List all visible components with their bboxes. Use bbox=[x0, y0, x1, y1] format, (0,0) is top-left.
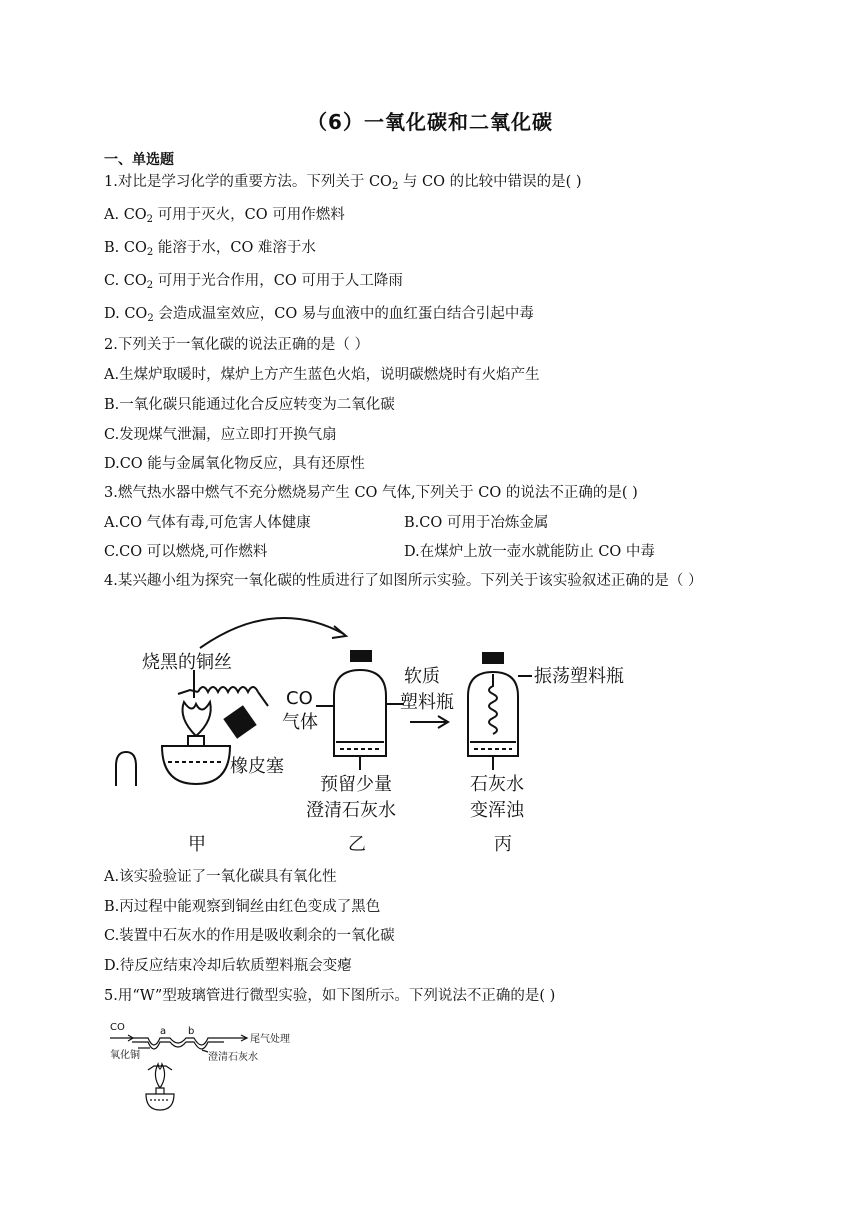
label-turbid: 变浑浊 bbox=[470, 800, 524, 821]
q5-stem: 5.用“W”型玻璃管进行微型实验，如下图所示。下列说法不正确的是( ) bbox=[104, 988, 556, 1004]
lamp-neck bbox=[188, 736, 204, 746]
q1-option-a: A. $CO_2$ 可用于灭火，CO 可用作燃料 bbox=[104, 207, 345, 225]
q1-option-c: C. $CO_2$ 可用于光合作用，CO 可用于人工降雨 bbox=[104, 273, 403, 291]
q4-stem: 4.某兴趣小组为探究一氧化碳的性质进行了如图所示实验。下列关于该实验叙述正确的是（ ） bbox=[104, 573, 703, 589]
q2-stem: 2.下列关于一氧化碳的说法正确的是（ ） bbox=[104, 337, 369, 353]
label-co-inlet: CO bbox=[110, 1022, 125, 1033]
q4-option-b: B.丙过程中能观察到铜丝由红色变成了黑色 bbox=[104, 899, 381, 915]
q3-option-b: B.CO 可用于冶炼金属 bbox=[404, 515, 549, 531]
q3-stem: 3.燃气热水器中燃气不充分燃烧易产生 CO 气体,下列关于 CO 的说法不正确的是( ) bbox=[104, 485, 638, 501]
page-title: （6）一氧化碳和二氧化碳 bbox=[307, 110, 553, 134]
q3-option-c: C.CO 可以燃烧,可作燃料 bbox=[104, 544, 268, 560]
label-soft: 软质 bbox=[404, 666, 440, 687]
transfer-arrow bbox=[200, 618, 344, 648]
rubber-stopper bbox=[223, 705, 256, 738]
q4-option-c: C.装置中石灰水的作用是吸收剩余的一氧化碳 bbox=[104, 928, 395, 944]
q1-option-b: B. $CO_2$ 能溶于水，CO 难溶于水 bbox=[104, 240, 316, 258]
q4-option-d: D.待反应结束冷却后软质塑料瓶会变瘪 bbox=[104, 958, 352, 974]
label-limewater-small: 澄清石灰水 bbox=[208, 1052, 258, 1063]
label-b: b bbox=[188, 1026, 195, 1037]
label-a: a bbox=[160, 1026, 167, 1037]
q2-option-d: D.CO 能与金属氧化物反应，具有还原性 bbox=[104, 456, 365, 472]
label-tail-gas: 尾气处理 bbox=[250, 1034, 290, 1045]
q3-option-d: D.在煤炉上放一壶水就能防止 CO 中毒 bbox=[404, 544, 655, 560]
w-tube-diagram bbox=[108, 1018, 318, 1114]
label-gas: 气体 bbox=[282, 712, 318, 733]
test-tube bbox=[116, 752, 136, 786]
label-reserve: 预留少量 bbox=[320, 774, 392, 795]
q3-option-a: A.CO 气体有毒,可危害人体健康 bbox=[104, 515, 311, 531]
label-stopper: 橡皮塞 bbox=[230, 756, 284, 777]
label-yi: 乙 bbox=[348, 834, 366, 855]
q2-option-c: C.发现煤气泄漏，应立即打开换气扇 bbox=[104, 427, 337, 443]
small-lamp bbox=[146, 1094, 174, 1110]
copper-coil bbox=[198, 687, 258, 692]
q1-option-d: D. $CO_2$ 会造成温室效应，CO 易与血液中的血红蛋白结合引起中毒 bbox=[104, 306, 534, 324]
label-limewater2: 石灰水 bbox=[470, 774, 524, 795]
label-shake: 振荡塑料瓶 bbox=[534, 666, 624, 687]
q2-option-b: B.一氧化碳只能通过化合反应转变为二氧化碳 bbox=[104, 397, 395, 413]
q2-option-a: A.生煤炉取暖时，煤炉上方产生蓝色火焰，说明碳燃烧时有火焰产生 bbox=[104, 367, 540, 383]
small-flame bbox=[155, 1064, 164, 1088]
bottle-bing-cap bbox=[482, 652, 504, 664]
label-copper-oxide: 氧化铜 bbox=[110, 1050, 140, 1061]
label-co: CO bbox=[286, 688, 313, 709]
coil-in-bottle bbox=[489, 674, 497, 734]
label-limewater: 澄清石灰水 bbox=[306, 800, 396, 821]
bottle-yi-cap bbox=[350, 650, 372, 662]
q4-option-a: A.该实验验证了一氧化碳具有氧化性 bbox=[104, 869, 337, 885]
label-burned-wire: 烧黑的铜丝 bbox=[142, 652, 232, 673]
label-plastic-bottle: 塑料瓶 bbox=[400, 692, 454, 713]
alcohol-lamp bbox=[162, 746, 230, 784]
bottle-yi bbox=[334, 670, 386, 756]
section-heading: 一、单选题 bbox=[104, 152, 174, 168]
label-jia: 甲 bbox=[188, 834, 206, 855]
co-experiment-diagram bbox=[104, 606, 664, 860]
q1-stem: 1.对比是学习化学的重要方法。下列关于 $CO_2$ 与 CO 的比较中错误的是( ) bbox=[104, 174, 582, 192]
label-bing: 丙 bbox=[494, 834, 512, 855]
flame bbox=[183, 702, 211, 736]
